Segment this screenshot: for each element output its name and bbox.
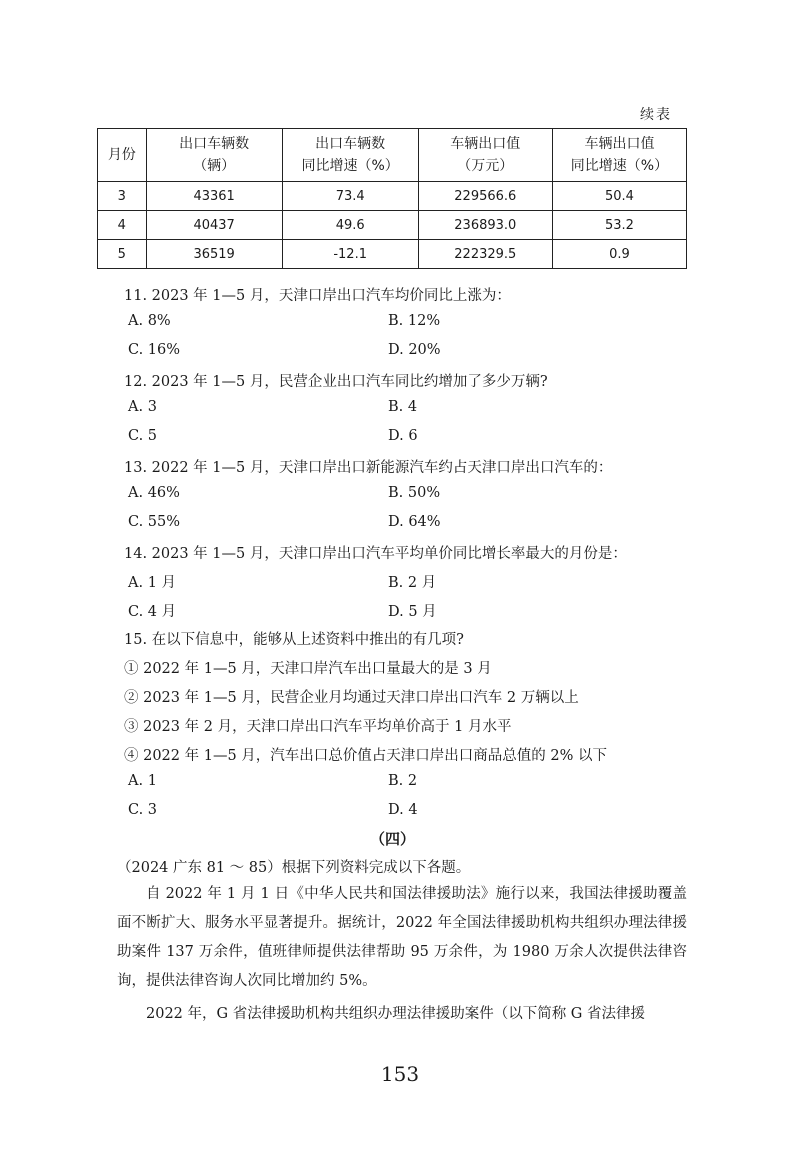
- question-12-option-b: B. 4: [388, 399, 418, 415]
- table-cell: 50.4: [552, 182, 686, 211]
- question-12-option-a: A. 3: [128, 399, 157, 415]
- table-cell: 229566.6: [418, 182, 552, 211]
- question-13-option-b: B. 50%: [388, 485, 441, 501]
- question-14-option-b: B. 2 月: [388, 575, 437, 591]
- page-number: 153: [380, 1062, 420, 1086]
- question-15-statement-4: ④ 2022 年 1—5 月，汽车出口总价值占天津口岸出口商品总值的 2% 以下: [124, 748, 608, 764]
- question-13-stem: 13. 2022 年 1—5 月，天津口岸出口新能源汽车约占天津口岸出口汽车的：: [124, 460, 613, 476]
- question-13-option-a: A. 46%: [128, 485, 180, 501]
- question-14-stem: 14. 2023 年 1—5 月，天津口岸出口汽车平均单价同比增长率最大的月份是：: [124, 546, 627, 562]
- question-11-option-c: C. 16%: [128, 342, 181, 358]
- section-paragraph-2: 2022 年，G 省法律援助机构共组织办理法律援助案件（以下简称 G 省法律援: [146, 1006, 646, 1022]
- question-12-option-c: C. 5: [128, 428, 158, 444]
- question-14-option-c: C. 4 月: [128, 604, 177, 620]
- question-11-option-d: D. 20%: [388, 342, 441, 358]
- table-header-row: [98, 129, 687, 182]
- section-source: （2024 广东 81 ～ 85）根据下列资料完成以下各题。: [117, 860, 471, 876]
- table-cell: 53.2: [552, 211, 686, 240]
- section-title: （四）: [370, 830, 416, 848]
- table-cell: 236893.0: [418, 211, 552, 240]
- header-value-growth: 车辆出口值 同比增速（%）: [552, 129, 686, 182]
- question-11-option-a: A. 8%: [128, 313, 171, 329]
- question-15-statement-1: ① 2022 年 1—5 月，天津口岸汽车出口量最大的是 3 月: [124, 661, 492, 677]
- question-14-option-d: D. 5 月: [388, 604, 437, 620]
- table-cell: 40437: [146, 211, 282, 240]
- question-15-option-b: B. 2: [388, 773, 418, 789]
- table-cell: 4: [98, 211, 147, 240]
- question-13-option-d: D. 64%: [388, 514, 441, 530]
- question-11-option-b: B. 12%: [388, 313, 441, 329]
- table-cell: -12.1: [282, 240, 418, 269]
- question-15-option-a: A. 1: [128, 773, 157, 789]
- table-cell: 0.9: [552, 240, 686, 269]
- table-cell: 43361: [146, 182, 282, 211]
- table-cell: 3: [98, 182, 147, 211]
- table-cell: 5: [98, 240, 147, 269]
- question-12-stem: 12. 2023 年 1—5 月，民营企业出口汽车同比约增加了多少万辆?: [124, 374, 548, 390]
- question-15-option-d: D. 4: [388, 802, 418, 818]
- continued-label: 续表: [640, 107, 672, 123]
- header-month: 月份: [98, 129, 147, 182]
- header-export-value: 车辆出口值 （万元）: [418, 129, 552, 182]
- question-15-stem: 15. 在以下信息中，能够从上述资料中推出的有几项?: [124, 632, 464, 648]
- header-vehicles-growth: 出口车辆数 同比增速（%）: [282, 129, 418, 182]
- table-cell: 36519: [146, 240, 282, 269]
- table-row: [98, 182, 687, 211]
- question-11-stem: 11. 2023 年 1—5 月，天津口岸出口汽车均价同比上涨为：: [124, 288, 511, 304]
- table-cell: 49.6: [282, 211, 418, 240]
- header-export-vehicles: 出口车辆数 （辆）: [146, 129, 282, 182]
- table-row: [98, 240, 687, 269]
- question-12-option-d: D. 6: [388, 428, 418, 444]
- table-row: [98, 211, 687, 240]
- table-cell: 222329.5: [418, 240, 552, 269]
- export-data-table: [97, 128, 687, 269]
- question-14-option-a: A. 1 月: [128, 575, 177, 591]
- question-15-option-c: C. 3: [128, 802, 158, 818]
- question-15-statement-2: ② 2023 年 1—5 月，民营企业月均通过天津口岸出口汽车 2 万辆以上: [124, 690, 579, 706]
- section-paragraph-1: 自 2022 年 1 月 1 日《中华人民共和国法律援助法》施行以来，我国法律援助覆盖面不断扩大、服务水平显著提升。据统计，2022 年全国法律援助机构共组织办理法律援助案件 137 万余件，值班律师提供法律帮助 95 万余件，为 1980 万余人次提供法律咨询，提供法律咨询人次同比增加约 5%。: [117, 886, 687, 989]
- question-13-option-c: C. 55%: [128, 514, 181, 530]
- table-cell: 73.4: [282, 182, 418, 211]
- question-15-statement-3: ③ 2023 年 2 月，天津口岸出口汽车平均单价高于 1 月水平: [124, 719, 512, 735]
